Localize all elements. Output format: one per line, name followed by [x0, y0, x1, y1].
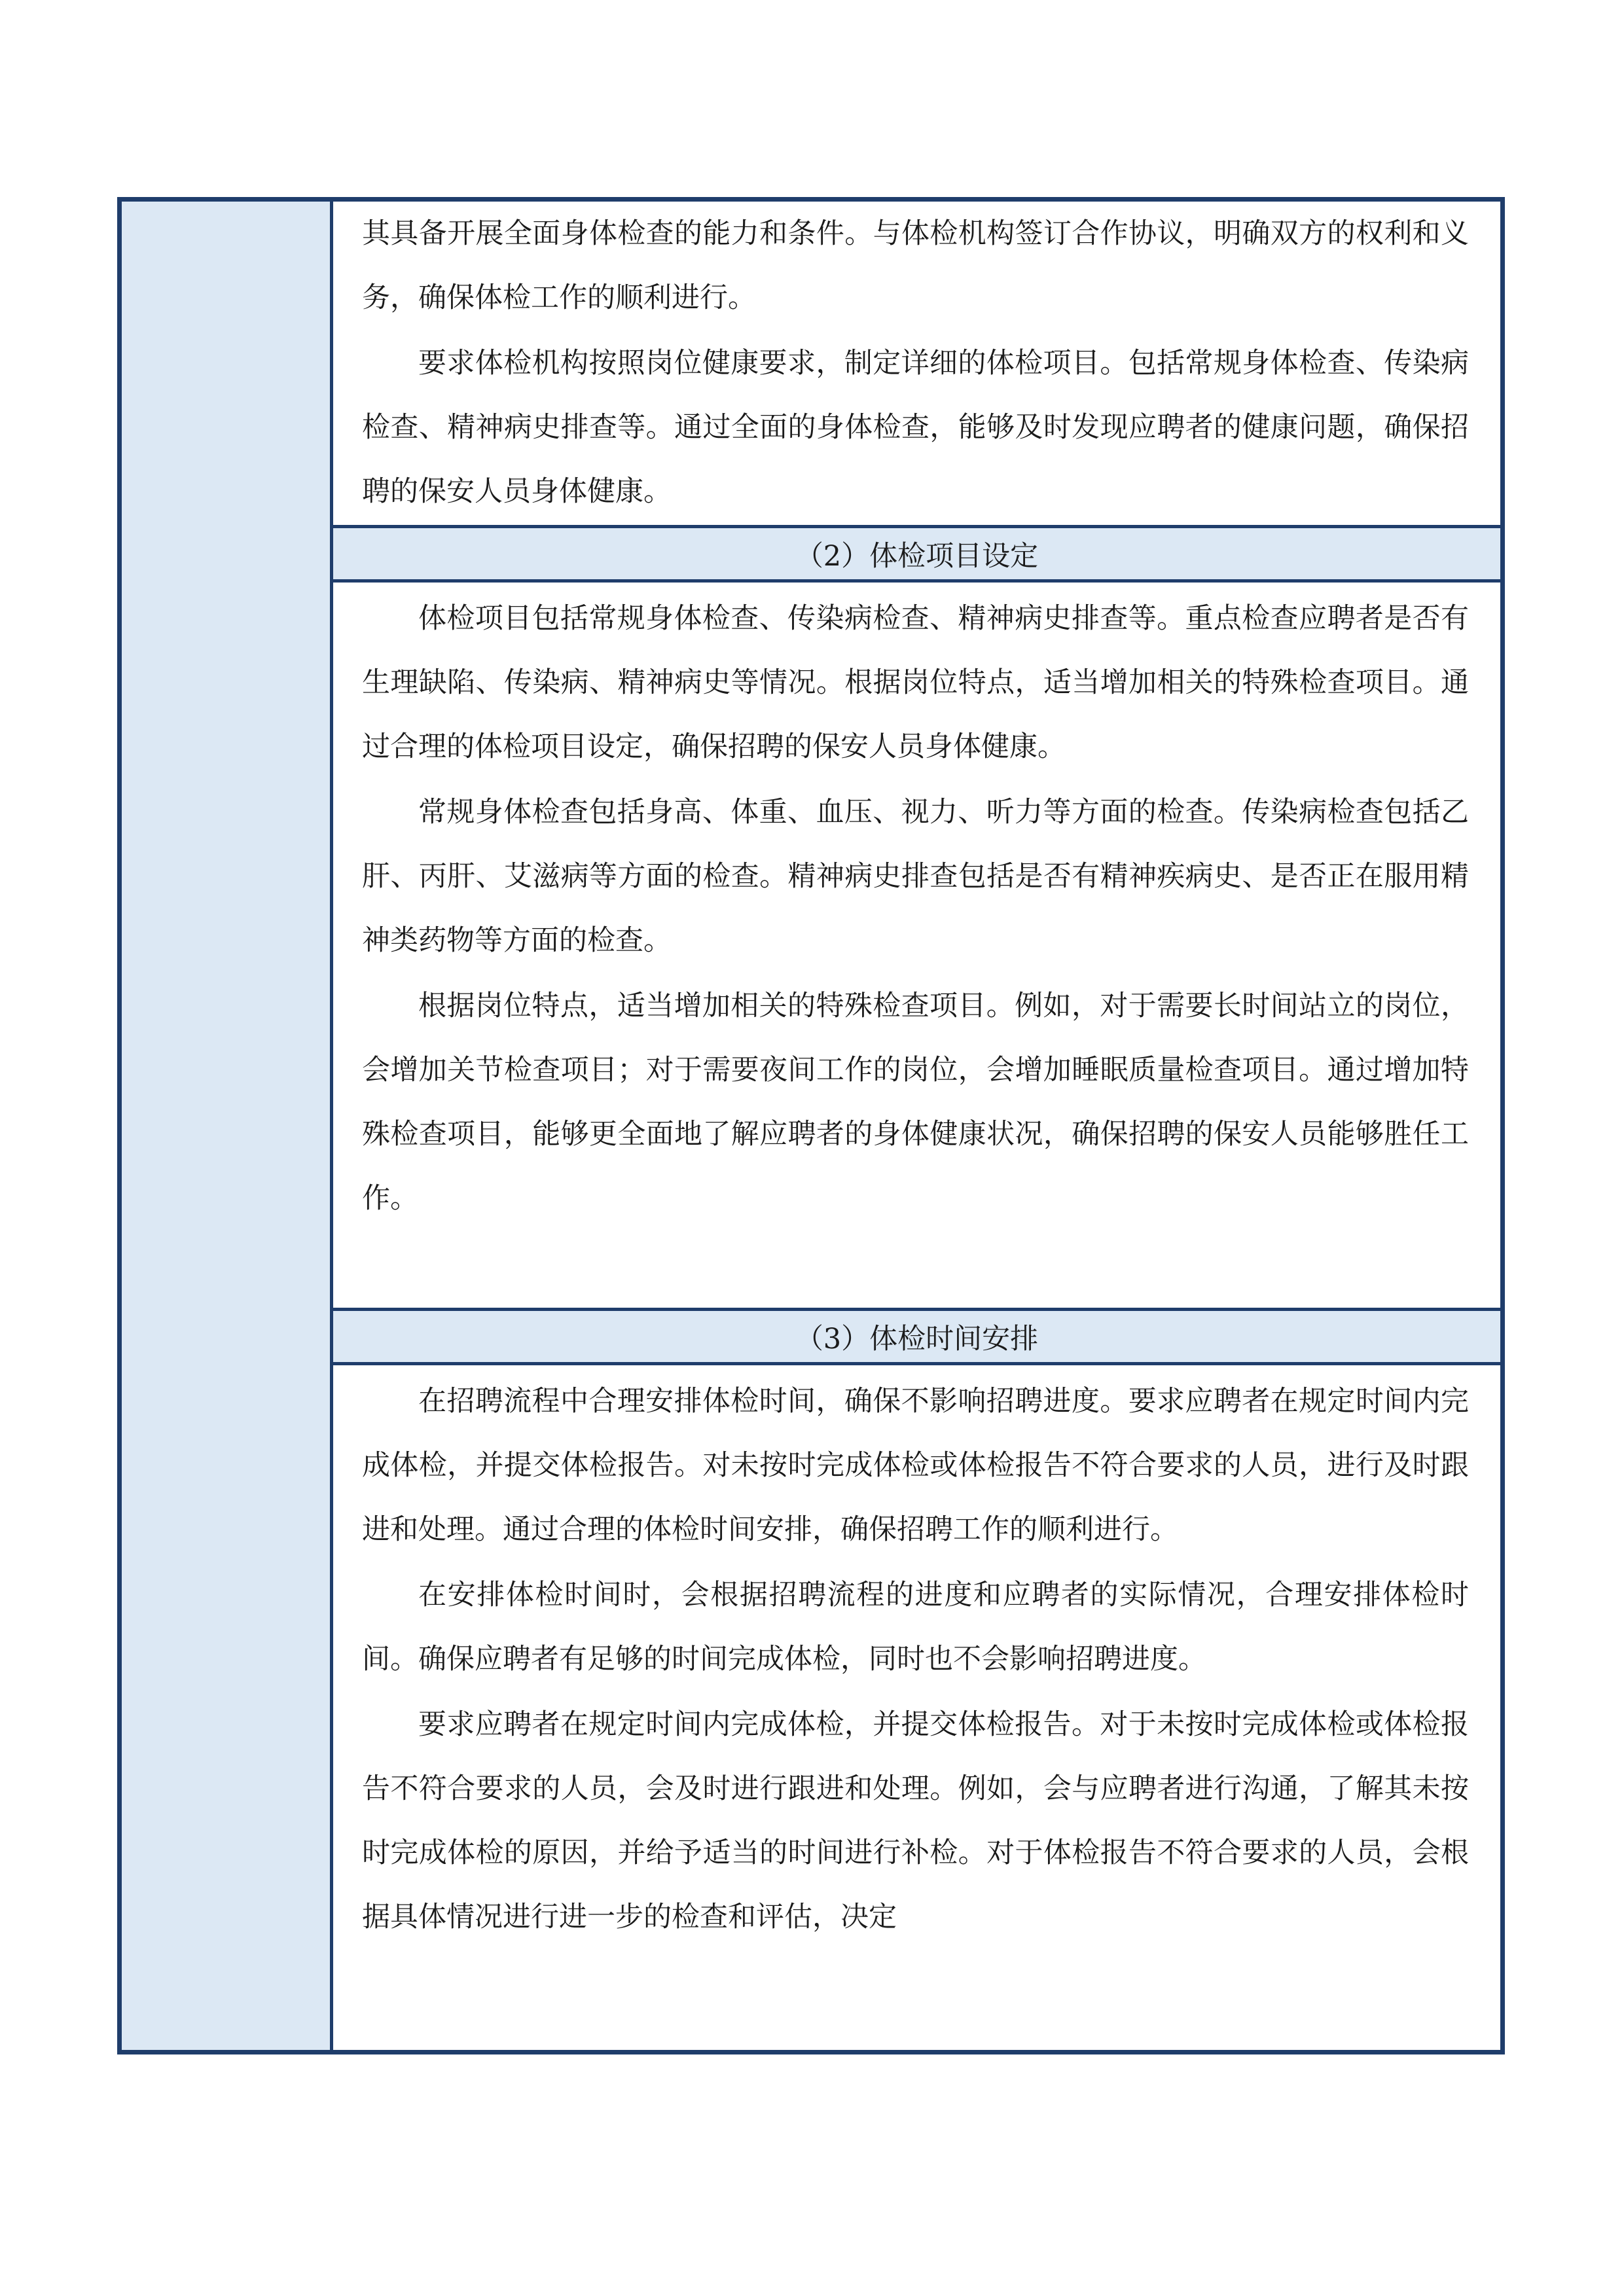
paragraph: 要求应聘者在规定时间内完成体检，并提交体检报告。对于未按时完成体检或体检报告不符合要求的人员，会及时进行跟进和处理。例如，会与应聘者进行沟通，了解其未按时完成体检的原因，并给予适当的时间进行补检。对于体检报告不符合要求的人员，会根据具体情况进行进一步的检查和评估，决定 — [362, 1708, 1469, 1933]
paragraph: 在招聘流程中合理安排体检时间，确保不影响招聘进度。要求应聘者在规定时间内完成体检，并提交体检报告。对未按时完成体检或体检报告不符合要求的人员，进行及时跟进和处理。通过合理的体检时间安排，确保招聘工作的顺利进行。 — [362, 1385, 1469, 1546]
section-2-body — [333, 583, 1500, 1308]
paragraph: 体检项目包括常规身体检查、传染病检查、精神病史排查等。重点检查应聘者是否有生理缺陷、传染病、精神病史等情况。根据岗位特点，适当增加相关的特殊检查项目。通过合理的体检项目设定，确保招聘的保安人员身体健康。 — [362, 602, 1469, 763]
section-2-header: （2）体检项目设定 — [333, 525, 1500, 583]
content-column — [333, 202, 1500, 2050]
paragraph: 其具备开展全面身体检查的能力和条件。与体检机构签订合作协议，明确双方的权利和义务，确保体检工作的顺利进行。 — [362, 217, 1469, 314]
section-1-body — [333, 202, 1500, 525]
document-table — [117, 197, 1505, 2054]
paragraph: 常规身体检查包括身高、体重、血压、视力、听力等方面的检查。传染病检查包括乙肝、丙肝、艾滋病等方面的检查。精神病史排查包括是否有精神疾病史、是否正在服用精神类药物等方面的检查。 — [362, 796, 1469, 957]
section-3-body — [333, 1365, 1500, 2050]
section-3-header: （3）体检时间安排 — [333, 1308, 1500, 1365]
paragraph: 在安排体检时间时，会根据招聘流程的进度和应聘者的实际情况，合理安排体检时间。确保应聘者有足够的时间完成体检，同时也不会影响招聘进度。 — [362, 1579, 1469, 1676]
paragraph: 要求体检机构按照岗位健康要求，制定详细的体检项目。包括常规身体检查、传染病检查、精神病史排查等。通过全面的身体检查，能够及时发现应聘者的健康问题，确保招聘的保安人员身体健康。 — [362, 347, 1469, 508]
label-column — [122, 202, 333, 2050]
paragraph: 根据岗位特点，适当增加相关的特殊检查项目。例如，对于需要长时间站立的岗位，会增加关节检查项目；对于需要夜间工作的岗位，会增加睡眠质量检查项目。通过增加特殊检查项目，能够更全面地了解应聘者的身体健康状况，确保招聘的保安人员能够胜任工作。 — [362, 990, 1469, 1215]
